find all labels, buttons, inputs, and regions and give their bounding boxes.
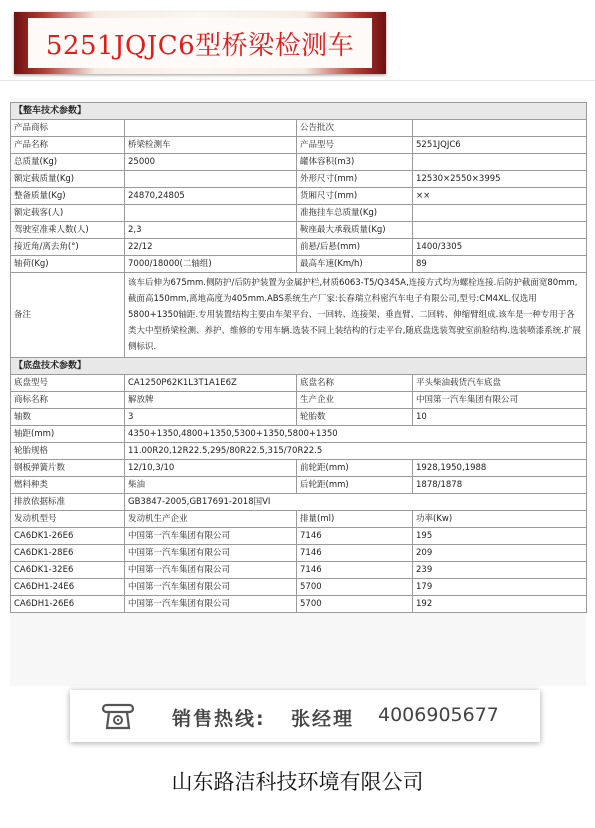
table-cell: ×× [413, 188, 587, 205]
table-cell: 中国第一汽车集团有限公司 [125, 562, 297, 579]
title-banner-inner [28, 18, 372, 68]
tire-value: 11.00R20,12R22.5,295/80R22.5,315/70R22.5 [125, 443, 587, 460]
table-row [11, 239, 587, 256]
spec-table-body [11, 103, 587, 613]
table-cell: 最高车速(Km/h) [297, 256, 413, 273]
table-cell: 驾驶室准乘人数(人) [11, 222, 125, 239]
table-cell: 3 [125, 409, 297, 426]
table-cell: 底盘名称 [297, 375, 413, 392]
table-cell: 额定载质量(Kg) [11, 171, 125, 188]
section-chassis-header: 【底盘技术参数】 [11, 358, 587, 375]
table-cell: 整备质量(Kg) [11, 188, 125, 205]
table-cell: 生产企业 [297, 392, 413, 409]
section-vehicle-header: 【整车技术参数】 [11, 103, 587, 120]
table-cell: 中国第一汽车集团有限公司 [125, 528, 297, 545]
table-cell: 中国第一汽车集团有限公司 [125, 596, 297, 613]
engine-row [11, 579, 587, 596]
table-row [11, 154, 587, 171]
table-cell: CA6DK1-32E6 [11, 562, 125, 579]
tire-label: 轮胎规格 [11, 443, 125, 460]
table-cell: 24870,24805 [125, 188, 297, 205]
table-cell: 总质量(Kg) [11, 154, 125, 171]
hotline-label: 销售热线: [172, 708, 266, 730]
table-cell: 中国第一汽车集团有限公司 [125, 545, 297, 562]
table-cell: 中国第一汽车集团有限公司 [125, 579, 297, 596]
table-cell: 货厢尺寸(mm) [297, 188, 413, 205]
table-cell: 209 [413, 545, 587, 562]
table-row [11, 188, 587, 205]
table-cell: 5251JQJC6 [413, 137, 587, 154]
table-cell [125, 120, 297, 137]
table-row [11, 137, 587, 154]
table-row [11, 205, 587, 222]
note-label: 备注 [11, 273, 125, 358]
table-cell: CA1250P62K1L3T1A1E6Z [125, 375, 297, 392]
section-header-row [11, 103, 587, 120]
wheelbase-value: 4350+1350,4800+1350,5300+1350,5800+1350 [125, 426, 587, 443]
table-cell: 12530×2550×3995 [413, 171, 587, 188]
table-cell: 中国第一汽车集团有限公司 [413, 392, 587, 409]
engine-header-cell: 排量(ml) [297, 511, 413, 528]
table-cell: 5700 [297, 579, 413, 596]
wheelbase-label: 轴距(mm) [11, 426, 125, 443]
table-cell: 鞍座最大承载质量(Kg) [297, 222, 413, 239]
table-cell [413, 154, 587, 171]
table-cell: 平头柴油载货汽车底盘 [413, 375, 587, 392]
top-divider [0, 80, 595, 81]
table-cell: 钢板弹簧片数 [11, 460, 125, 477]
table-cell: 解放牌 [125, 392, 297, 409]
engine-header-cell: 发动机型号 [11, 511, 125, 528]
table-cell: 89 [413, 256, 587, 273]
table-cell: CA6DK1-26E6 [11, 528, 125, 545]
sales-hotline-box [70, 690, 540, 742]
spec-table [10, 102, 587, 613]
wheelbase-row [11, 426, 587, 443]
table-cell: 底盘型号 [11, 375, 125, 392]
table-cell: 燃料种类 [11, 477, 125, 494]
table-cell: 1400/3305 [413, 239, 587, 256]
engine-row [11, 562, 587, 579]
table-cell: 7146 [297, 528, 413, 545]
engine-row [11, 596, 587, 613]
table-cell: 前悬/后悬(mm) [297, 239, 413, 256]
table-cell: 接近角/离去角(°) [11, 239, 125, 256]
table-cell: 轴数 [11, 409, 125, 426]
table-row [11, 392, 587, 409]
table-row [11, 409, 587, 426]
company-name: 山东路洁科技环境有限公司 [171, 770, 424, 794]
table-cell: 柴油 [125, 477, 297, 494]
table-cell: 前轮距(mm) [297, 460, 413, 477]
engine-header-cell: 发动机生产企业 [125, 511, 297, 528]
table-cell: 5700 [297, 596, 413, 613]
engine-header-cell: 功率(Kw) [413, 511, 587, 528]
table-cell [413, 222, 587, 239]
table-cell: CA6DH1-26E6 [11, 596, 125, 613]
table-row [11, 171, 587, 188]
table-cell: 7146 [297, 545, 413, 562]
table-cell: CA6DH1-24E6 [11, 579, 125, 596]
table-cell: 轴荷(Kg) [11, 256, 125, 273]
table-cell: 22/12 [125, 239, 297, 256]
page-title: 5251JQJC6型桥梁检测车 [45, 30, 355, 61]
table-cell: 产品型号 [297, 137, 413, 154]
table-cell: 239 [413, 562, 587, 579]
table-cell: 7000/18000(二轴组) [125, 256, 297, 273]
table-cell: 桥梁检测车 [125, 137, 297, 154]
table-cell: 商标名称 [11, 392, 125, 409]
table-row [11, 460, 587, 477]
emission-value: GB3847-2005,GB17691-2018国VI [125, 494, 587, 511]
table-cell: 额定载客(人) [11, 205, 125, 222]
table-cell [413, 120, 587, 137]
table-row [11, 120, 587, 137]
note-text: 该车后伸为675mm.侧防护/后防护装置为金属护栏,材质6063-T5/Q345A,连接方式均为螺栓连接.后防护截面宽80mm,截面高150mm,离地高度为405mm.ABS系统生产厂家:长春瑞立科密汽车电子有限公司,型号:CM4XL.仅选用5800+1350轴距.专用装置结构主要由车架平台、一回转、连接架、垂直臂、二回转、伸缩臂组成.该车是一种专用于各类大中型桥梁检测、养护、维修的专用车辆.选装不同上装结构的行走平台,随底盘选装驾驶室前脸结构.选装喷漆系统.扩展侧标识. [125, 273, 587, 358]
table-cell [125, 171, 297, 188]
table-row [11, 222, 587, 239]
table-cell: 10 [413, 409, 587, 426]
engine-header-row [11, 511, 587, 528]
table-cell: 外形尺寸(mm) [297, 171, 413, 188]
table-cell: CA6DK1-28E6 [11, 545, 125, 562]
emission-row [11, 494, 587, 511]
engine-row [11, 528, 587, 545]
table-cell: 2,3 [125, 222, 297, 239]
table-cell [125, 205, 297, 222]
table-cell: 7146 [297, 562, 413, 579]
table-cell: 产品名称 [11, 137, 125, 154]
title-banner [14, 12, 386, 74]
table-cell: 195 [413, 528, 587, 545]
engine-row [11, 545, 587, 562]
hotline-phone-number: 4006905677 [378, 704, 499, 726]
tire-row [11, 443, 587, 460]
emission-label: 排放依据标准 [11, 494, 125, 511]
table-cell: 25000 [125, 154, 297, 171]
table-cell: 1878/1878 [413, 477, 587, 494]
telephone-icon [100, 698, 136, 734]
table-cell: 179 [413, 579, 587, 596]
table-cell: 12/10,3/10 [125, 460, 297, 477]
table-cell: 产品商标 [11, 120, 125, 137]
table-row [11, 375, 587, 392]
table-row [11, 256, 587, 273]
note-row [11, 273, 587, 358]
section-header-row [11, 358, 587, 375]
table-cell: 后轮距(mm) [297, 477, 413, 494]
table-row [11, 477, 587, 494]
hotline-contact-name: 张经理 [291, 708, 355, 730]
table-cell: 轮胎数 [297, 409, 413, 426]
table-cell: 罐体容积(m3) [297, 154, 413, 171]
table-cell [413, 205, 587, 222]
table-cell: 1928,1950,1988 [413, 460, 587, 477]
table-cell: 准拖挂车总质量(Kg) [297, 205, 413, 222]
table-cell: 192 [413, 596, 587, 613]
table-cell: 公告批次 [297, 120, 413, 137]
